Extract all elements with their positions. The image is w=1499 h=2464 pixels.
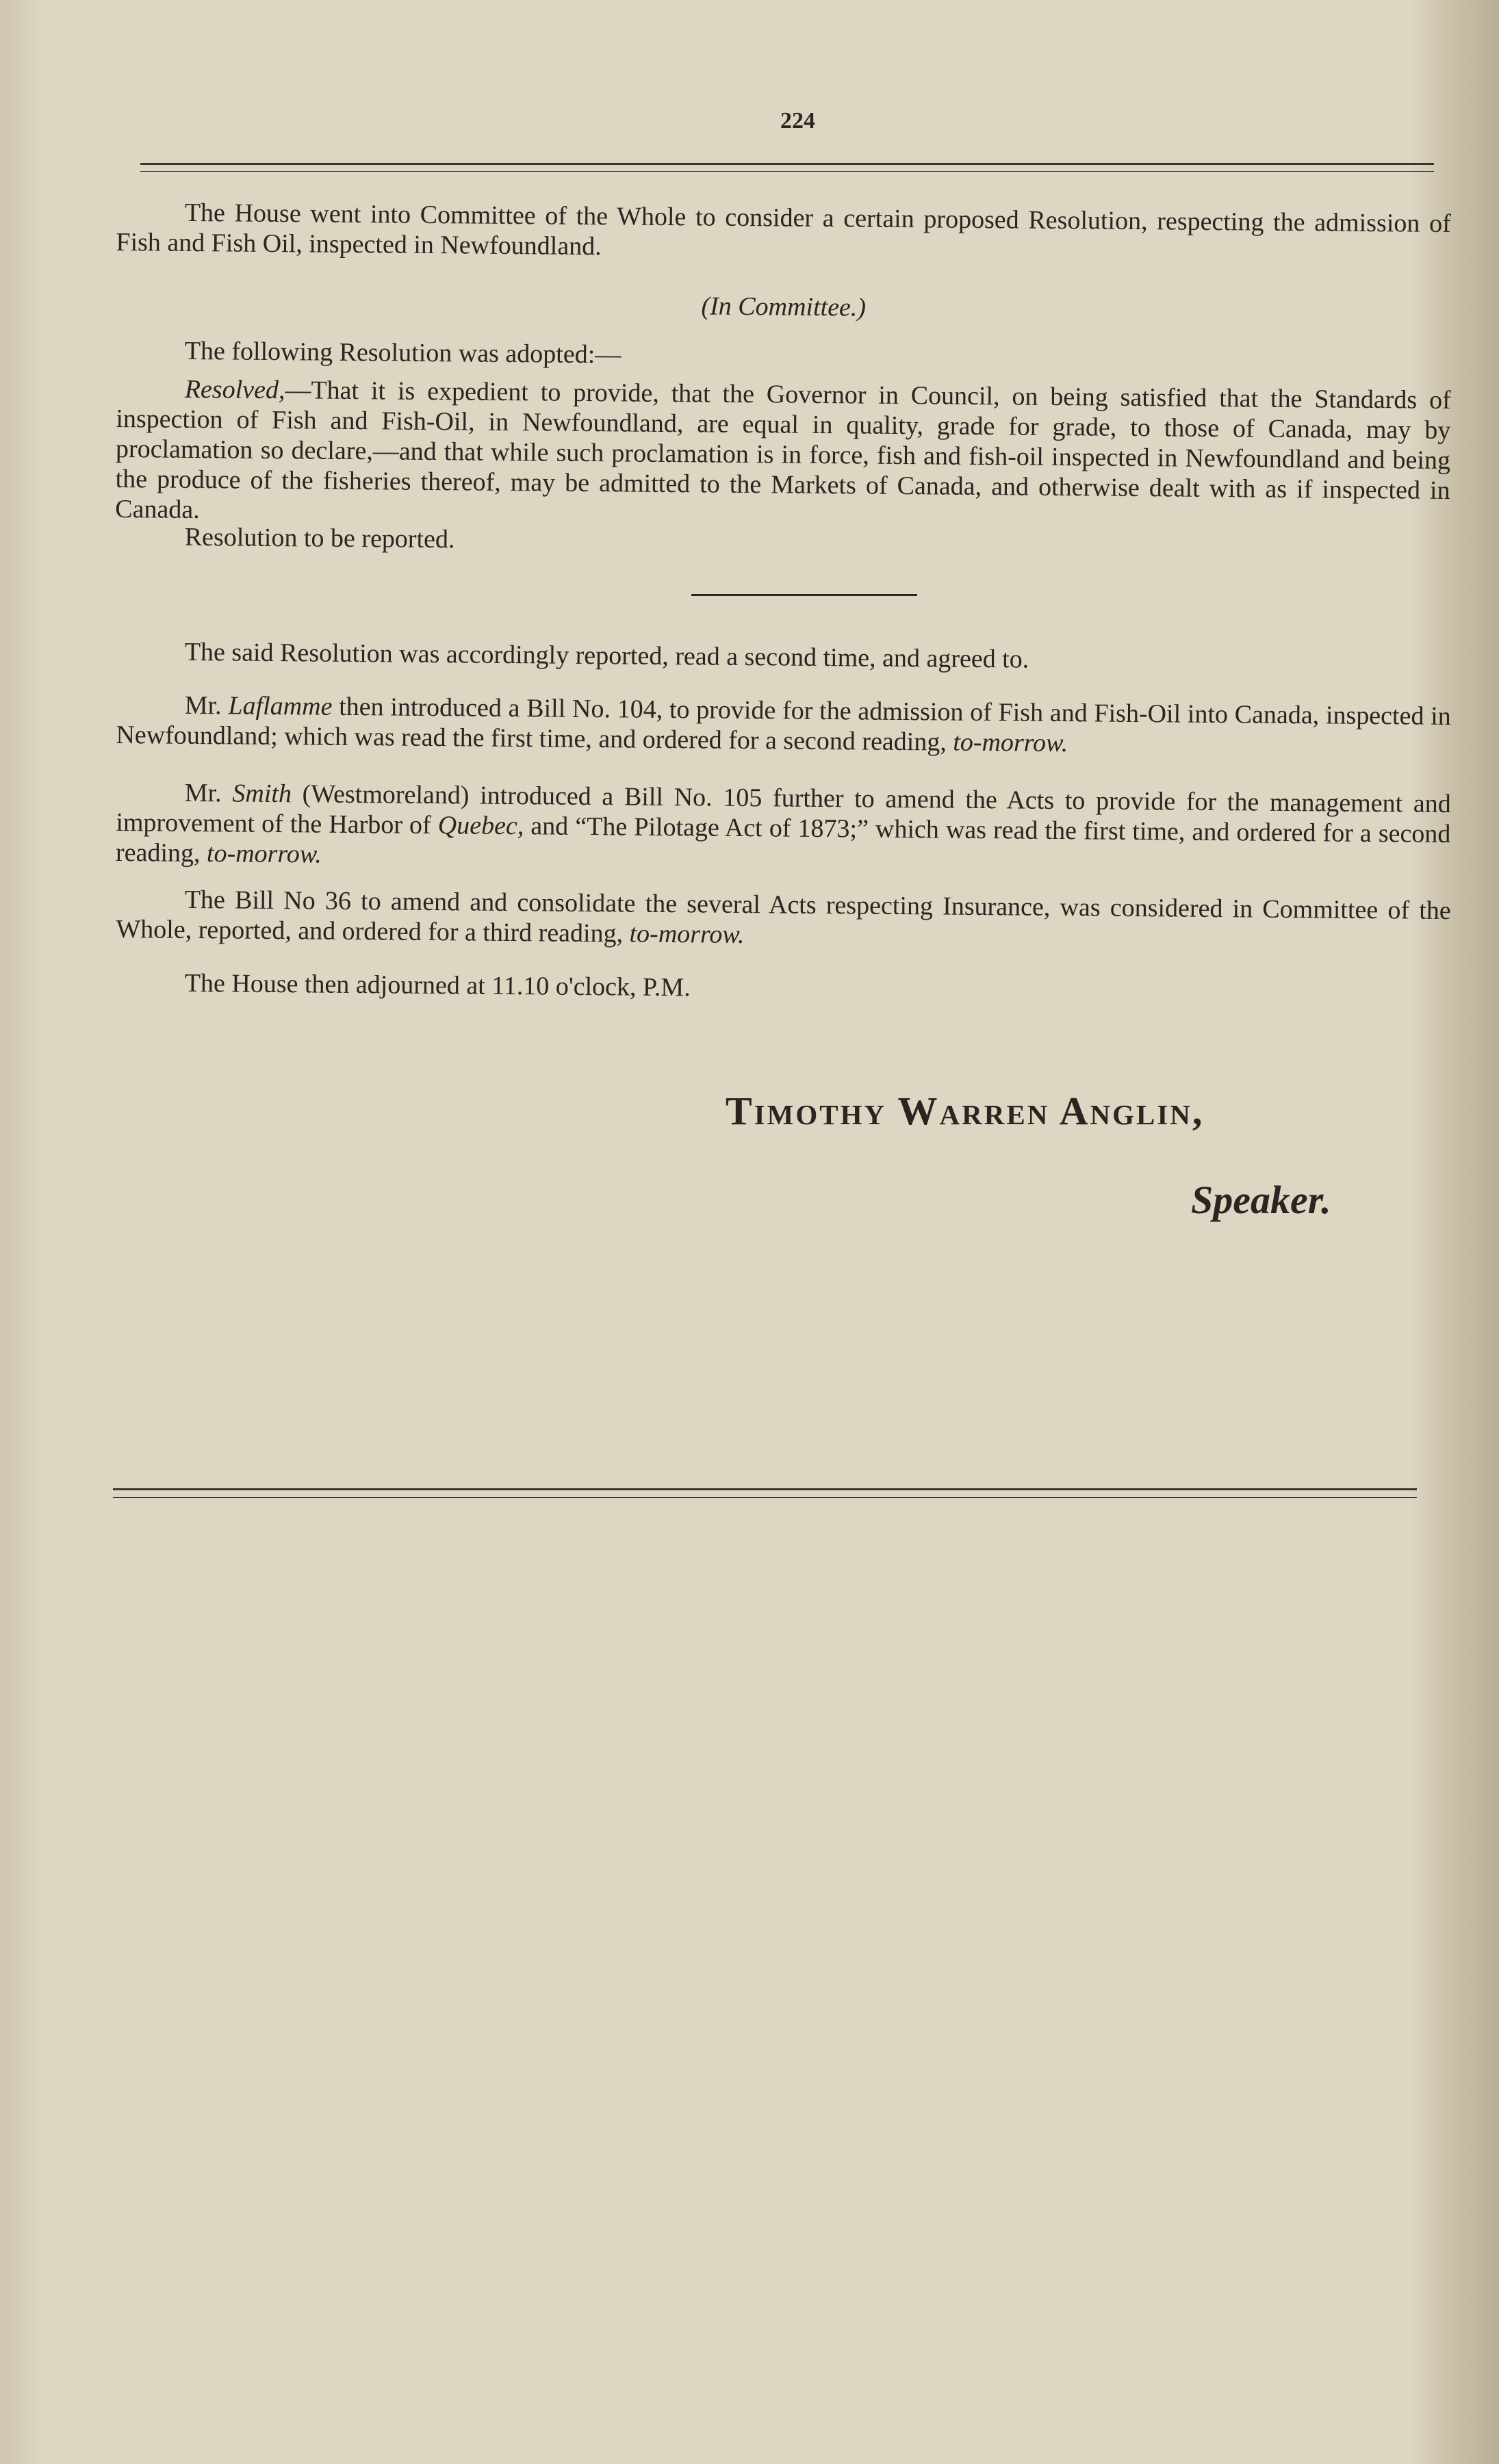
paragraph-bill-36: The Bill No 36 to amend and consolidate the several Acts respecting Insurance, was considered in Committee of the Whole, reported, and ordered for a third reading, to-morrow. bbox=[116, 885, 1451, 950]
speaker-name: Timothy Warren Anglin, bbox=[726, 1089, 1205, 1133]
member-name: Smith bbox=[232, 779, 292, 809]
bottom-rule bbox=[113, 1488, 1417, 1490]
speaker-title: Speaker. bbox=[1191, 1178, 1331, 1222]
top-rule bbox=[140, 163, 1434, 165]
in-committee-heading: (In Committee.) bbox=[701, 291, 867, 322]
top-rule-thin bbox=[140, 171, 1434, 172]
paragraph-resolved: Resolved,—That it is expedient to provide, that the Governor in Council, on being satisfied that the Standards of inspection of Fish and Fish-Oil, in Newfoundland, are equal in quality, grade for grade, to those of Canada, may by proclamation so declare,—and that while such proclamation is in force, fish and fish-oil inspected in Newfoundland and being the produce of the fisheries thereof, may be admitted to the Markets of Canada, and otherwise dealt with as if inspected in Canada. bbox=[115, 374, 1451, 525]
bottom-rule-thin bbox=[113, 1497, 1417, 1498]
paragraph-text: The House went into Committee of the Whole to consider a certain proposed Resolution, respecting the admission of Fish and Fish Oil, inspected in Newfoundland. bbox=[116, 198, 1451, 261]
resolved-lead: Resolved, bbox=[184, 374, 285, 405]
paragraph-bill-105: Mr. Smith (Westmoreland) introduced a Bill No. 105 further to amend the Acts to provide for the management and improvement of the Harbor of Quebec, and “The Pilotage Act of 1873;” which was read the first time, and ordered for a second reading, to-morrow. bbox=[115, 778, 1451, 869]
paragraph-reported: The said Resolution was accordingly reported, read a second time, and agreed to. bbox=[184, 637, 1029, 674]
paragraph-bill-104: Mr. Laflamme then introduced a Bill No. 104, to provide for the admission of Fish and Fish-Oil into Canada, inspected in Newfoundland; which was read the first time, and ordered for a second reading, to-morrow. bbox=[116, 690, 1451, 758]
member-name: Laflamme bbox=[228, 691, 333, 721]
paragraph-adjourned: The House then adjourned at 11.10 o'clock, P.M. bbox=[184, 968, 691, 1002]
paragraph-to-be-reported: Resolution to be reported. bbox=[184, 522, 455, 554]
paragraph-committee bbox=[116, 197, 1451, 269]
page-number: 224 bbox=[780, 108, 815, 133]
paragraph-resolution-adopted: The following Resolution was adopted:— bbox=[184, 336, 622, 369]
section-divider bbox=[691, 594, 917, 596]
